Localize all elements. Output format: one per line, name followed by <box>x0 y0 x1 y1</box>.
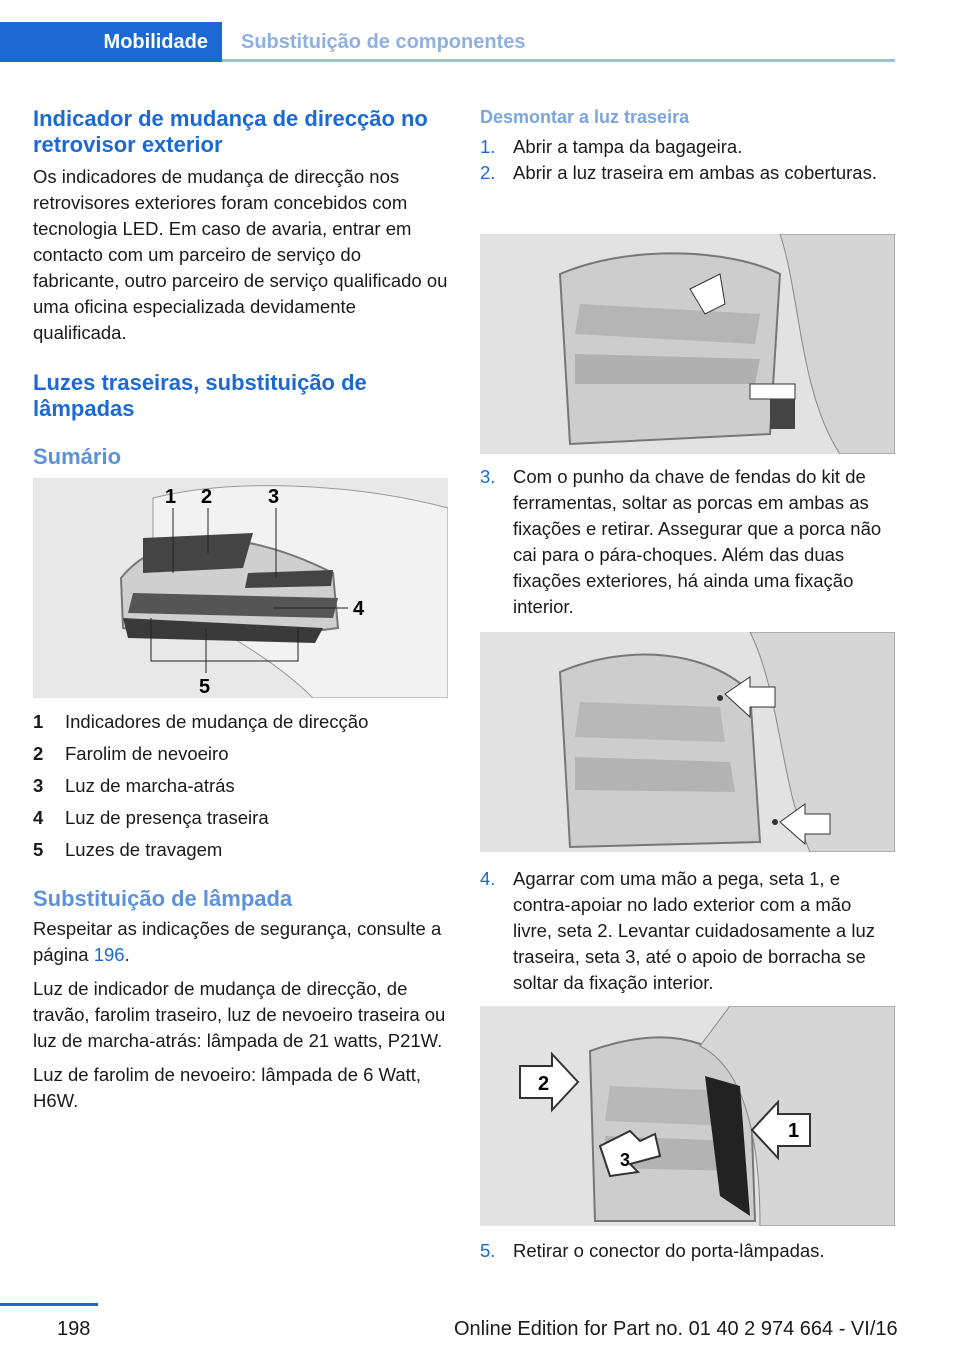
legend-item <box>33 834 448 866</box>
step-item <box>480 160 895 186</box>
callout-5: 5 <box>199 676 211 698</box>
heading-remove-rear-light: Desmontar a luz traseira <box>480 107 690 127</box>
legend-item <box>33 802 448 834</box>
step-number: 2. <box>480 162 496 183</box>
legend-block <box>33 706 448 1114</box>
right-column-step4 <box>480 866 895 996</box>
step-number: 1. <box>480 136 496 157</box>
legend-text: Farolim de nevoeiro <box>65 743 229 764</box>
legend-number: 3 <box>33 775 44 796</box>
figure-open-covers <box>480 234 895 454</box>
steps-list-2 <box>480 464 895 620</box>
step-item <box>480 866 895 996</box>
callout-3: 3 <box>268 486 280 508</box>
steps-list-3 <box>480 866 895 996</box>
step-number: 4. <box>480 868 496 889</box>
page-header <box>0 22 895 62</box>
step-number: 5. <box>480 1240 496 1261</box>
page-number-rule <box>0 1303 98 1306</box>
edition-footer: Online Edition for Part no. 01 40 2 974 664 - VI/16 <box>454 1318 898 1340</box>
right-column-step3 <box>480 464 895 620</box>
legend-item <box>33 706 448 738</box>
right-column-step5 <box>480 1238 895 1264</box>
legend-number: 5 <box>33 839 44 860</box>
heading-summary: Sumário <box>33 444 122 469</box>
legend-number: 4 <box>33 807 44 828</box>
arrow-2-label: 2 <box>538 1073 550 1095</box>
chapter-tab[interactable] <box>0 22 222 62</box>
open-covers-drawing <box>480 234 895 454</box>
figure-lift-light <box>480 1006 895 1226</box>
heading-mirror-indicator: Indicador de mudança de direcção no retrovisor exterior <box>33 106 428 157</box>
left-column <box>33 106 448 470</box>
steps-list-4 <box>480 1238 895 1264</box>
callout-4: 4 <box>353 598 365 620</box>
arrow-1-label: 1 <box>788 1120 800 1142</box>
callout-1: 1 <box>165 486 177 508</box>
step-text: Abrir a tampa da bagageira. <box>513 136 743 157</box>
legend-text: Luz de presença traseira <box>65 807 269 828</box>
paragraph-safety <box>33 916 448 968</box>
step-item <box>480 1238 895 1264</box>
chapter-label: Mobilidade <box>103 31 208 53</box>
rear-light-overview-drawing <box>33 478 448 698</box>
page-number: 198 <box>57 1318 91 1340</box>
step-text: Com o punho da chave de fendas do kit de ferramentas, soltar as porcas em ambas as fixações e retirar. Assegurar que a porca não cai para o pára-choques. Além das duas fixações exteriores, há ainda uma fixação interior. <box>513 466 882 617</box>
page-link[interactable]: 196 <box>93 944 125 965</box>
legend-number: 2 <box>33 743 44 764</box>
lift-light-drawing <box>480 1006 895 1226</box>
step-text: Abrir a luz traseira em ambas as coberturas. <box>513 162 877 183</box>
legend-text: Luz de marcha-atrás <box>65 775 235 796</box>
figure-rear-light-overview <box>33 478 448 698</box>
heading-bulb-replacement: Substituição de lâmpada <box>33 886 293 911</box>
paragraph-mirror-indicator: Os indicadores de mudança de direcção nos retrovisores exteriores foram concebidos com tecnologia LED. Em caso de avaria, entrar em contacto com um parceiro de serviço do fabricante, outro parceiro de serviço qualificado ou uma oficina especializada devidamente qualificada. <box>33 166 448 343</box>
safety-text-end: . <box>124 944 130 965</box>
heading-rear-lights: Luzes traseiras, substituição de lâmpadas <box>33 370 367 421</box>
right-column-top <box>480 106 895 186</box>
step-item <box>480 464 895 620</box>
fixings-drawing <box>480 632 895 852</box>
legend-item <box>33 738 448 770</box>
steps-list-1 <box>480 134 895 186</box>
step-number: 3. <box>480 466 496 487</box>
callout-2: 2 <box>201 486 213 508</box>
legend-item <box>33 770 448 802</box>
step-item <box>480 134 895 160</box>
step-text: Retirar o conector do porta-lâmpadas. <box>513 1240 825 1261</box>
header-rule <box>222 59 895 62</box>
arrow-3-label: 3 <box>620 1150 631 1170</box>
paragraph-bulb-6w: Luz de farolim de nevoeiro: lâmpada de 6 Watt, H6W. <box>33 1064 422 1111</box>
paragraph-bulb-21w: Luz de indicador de mudança de direcção, de travão, farolim traseiro, luz de nevoeiro traseira ou luz de marcha-atrás: lâmpada de 21 watts, P21W. <box>33 978 446 1051</box>
figure-fixings <box>480 632 895 852</box>
legend-text: Luzes de travagem <box>65 839 223 860</box>
legend-text: Indicadores de mudança de direcção <box>65 711 369 732</box>
safety-text: Respeitar as indicações de segurança, consulte a página <box>33 918 442 965</box>
step-text: Agarrar com uma mão a pega, seta 1, e contra-apoiar no lado exterior com a mão livre, seta 2. Levantar cuidadosamente a luz traseira, seta 3, até o apoio de borracha se soltar da fixação interior. <box>513 868 875 993</box>
section-label[interactable]: Substituição de componentes <box>241 31 526 53</box>
legend-number: 1 <box>33 711 44 732</box>
legend-list <box>33 706 448 866</box>
